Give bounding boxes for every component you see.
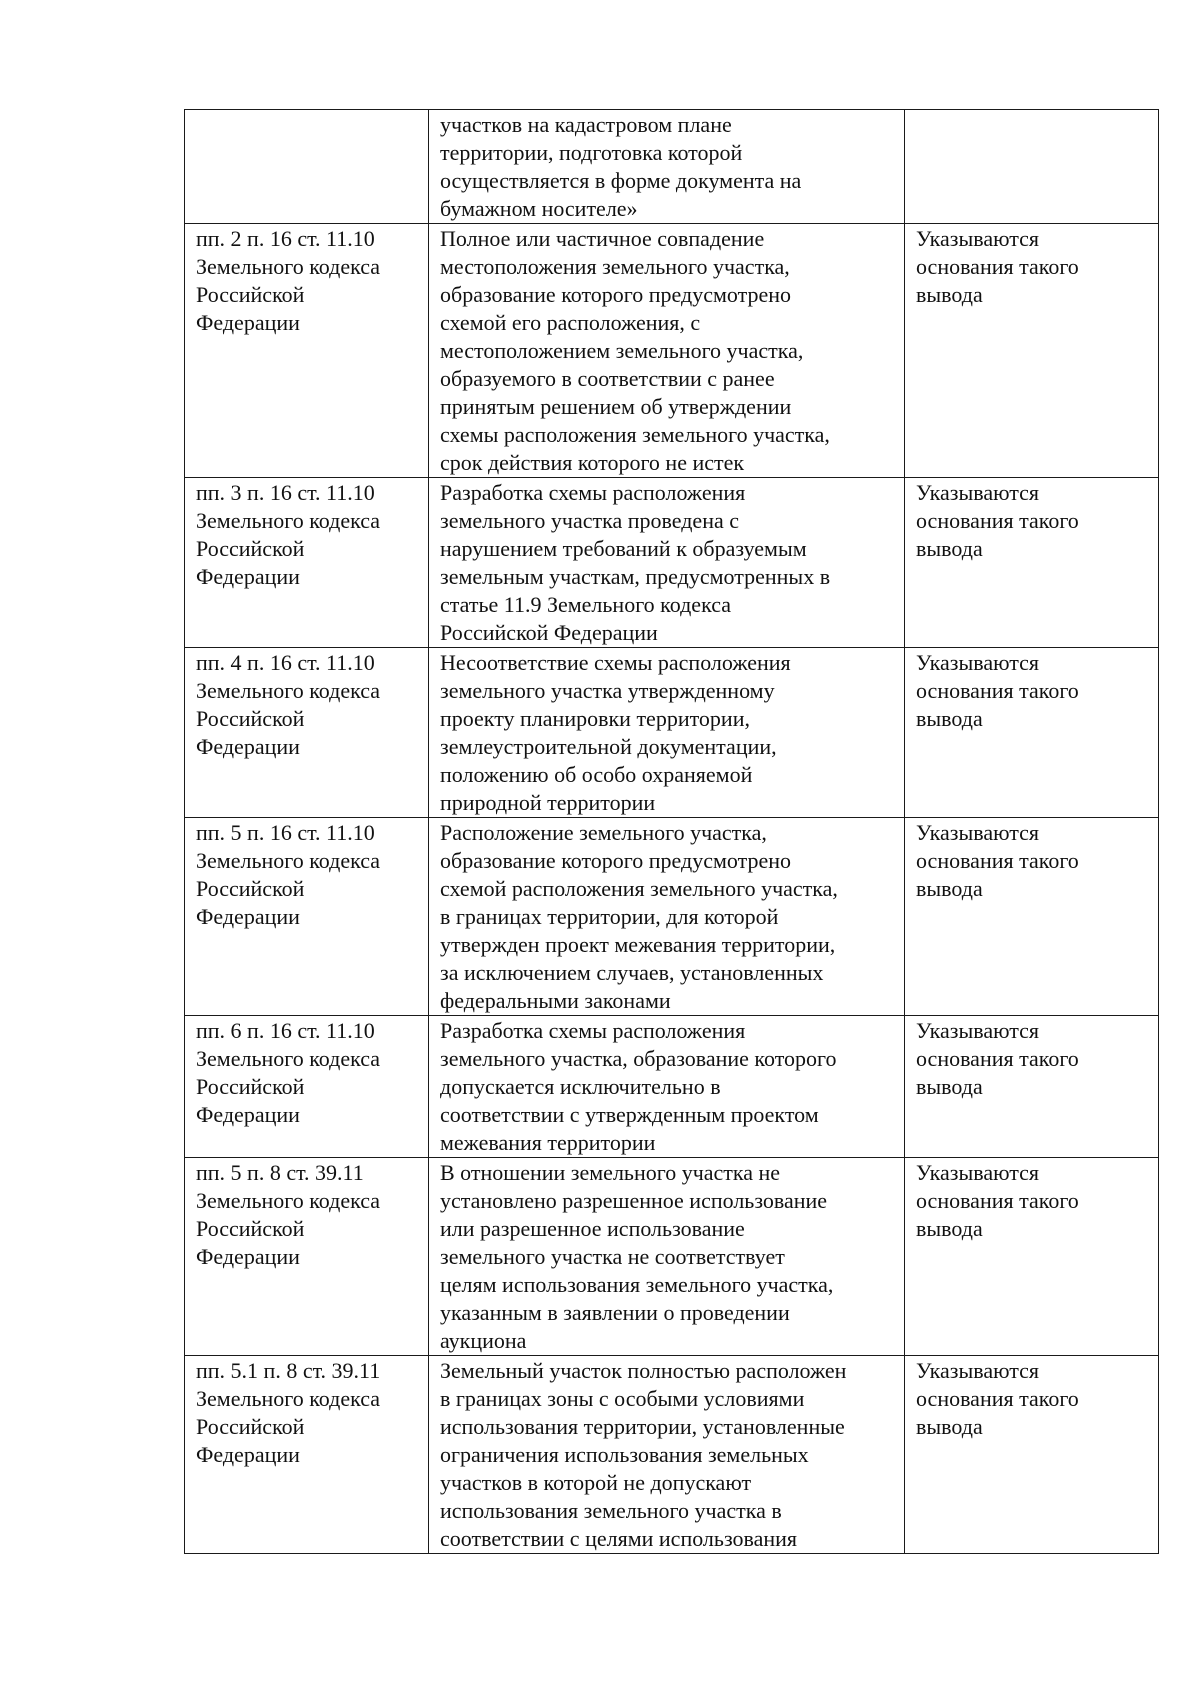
table-row bbox=[185, 1016, 1159, 1158]
legal-reference: пп. 5.1 п. 8 ст. 39.11 Земельного кодекса Российской Федерации bbox=[196, 1358, 381, 1467]
legal-reference: пп. 5 п. 16 ст. 11.10 Земельного кодекса Российской Федерации bbox=[196, 820, 381, 929]
ground-description: участков на кадастровом плане территории, подготовка которой осуществляется в форме документа на бумажном носителе» bbox=[440, 112, 802, 221]
ground-description-cell bbox=[429, 1158, 905, 1356]
table-row bbox=[185, 648, 1159, 818]
table-row bbox=[185, 478, 1159, 648]
legal-reference: пп. 6 п. 16 ст. 11.10 Земельного кодекса Российской Федерации bbox=[196, 1018, 381, 1127]
note-cell bbox=[905, 818, 1159, 1016]
table-row bbox=[185, 110, 1159, 224]
note-cell bbox=[905, 1158, 1159, 1356]
ground-description: Разработка схемы расположения земельного участка проведена с нарушением требований к образуемым земельным участкам, предусмотренных в статье 11.9 Земельного кодекса Российской Федерации bbox=[440, 480, 831, 645]
legal-reference: пп. 3 п. 16 ст. 11.10 Земельного кодекса Российской Федерации bbox=[196, 480, 381, 589]
ground-description: Полное или частичное совпадение местоположения земельного участка, образование которого предусмотрено схемой его расположения, с местоположением земельного участка, образуемого в соответствии с ранее принятым решением об утверждении схемы расположения земельного участка, срок действия которого не истек bbox=[440, 226, 830, 475]
table-row bbox=[185, 1356, 1159, 1554]
table-row bbox=[185, 1158, 1159, 1356]
note-text: Указываются основания такого вывода bbox=[916, 650, 1079, 731]
note-text: Указываются основания такого вывода bbox=[916, 480, 1079, 561]
legal-reference-cell bbox=[185, 110, 429, 224]
legal-reference: пп. 2 п. 16 ст. 11.10 Земельного кодекса Российской Федерации bbox=[196, 226, 381, 335]
note-text: Указываются основания такого вывода bbox=[916, 1358, 1079, 1439]
legal-reference: пп. 5 п. 8 ст. 39.11 Земельного кодекса Российской Федерации bbox=[196, 1160, 381, 1269]
legal-reference-cell bbox=[185, 648, 429, 818]
ground-description: Несоответствие схемы расположения земельного участка утвержденному проекту планировки территории, землеустроительной документации, положению об особо охраняемой природной территории bbox=[440, 650, 791, 815]
table-row bbox=[185, 818, 1159, 1016]
legal-reference-cell bbox=[185, 478, 429, 648]
legal-reference-cell bbox=[185, 1356, 429, 1554]
note-text: Указываются основания такого вывода bbox=[916, 1018, 1079, 1099]
ground-description-cell bbox=[429, 110, 905, 224]
ground-description-cell bbox=[429, 648, 905, 818]
legal-reference-cell bbox=[185, 1158, 429, 1356]
ground-description: Земельный участок полностью расположен в границах зоны с особыми условиями использования территории, установленные ограничения использования земельных участков в которой не допускают использования земельного участка в соответствии с целями использования bbox=[440, 1358, 847, 1551]
ground-description-cell bbox=[429, 478, 905, 648]
table-row bbox=[185, 224, 1159, 478]
ground-description: В отношении земельного участка не установлено разрешенное использование или разрешенное использование земельного участка не соответствует целям использования земельного участка, указанным в заявлении о проведении аукциона bbox=[440, 1160, 834, 1353]
note-text: Указываются основания такого вывода bbox=[916, 820, 1079, 901]
legal-reference-cell bbox=[185, 224, 429, 478]
ground-description-cell bbox=[429, 1016, 905, 1158]
ground-description-cell bbox=[429, 1356, 905, 1554]
note-cell bbox=[905, 478, 1159, 648]
note-text: Указываются основания такого вывода bbox=[916, 226, 1079, 307]
ground-description-cell bbox=[429, 818, 905, 1016]
note-cell bbox=[905, 1356, 1159, 1554]
legal-reference-cell bbox=[185, 1016, 429, 1158]
grounds-table bbox=[184, 109, 1159, 1554]
ground-description: Расположение земельного участка, образование которого предусмотрено схемой расположения земельного участка, в границах территории, для которой утвержден проект межевания территории, за исключением случаев, установленных федеральными законами bbox=[440, 820, 838, 1013]
ground-description-cell bbox=[429, 224, 905, 478]
legal-reference: пп. 4 п. 16 ст. 11.10 Земельного кодекса Российской Федерации bbox=[196, 650, 381, 759]
note-cell bbox=[905, 224, 1159, 478]
legal-reference-cell bbox=[185, 818, 429, 1016]
ground-description: Разработка схемы расположения земельного участка, образование которого допускается исключительно в соответствии с утвержденным проектом межевания территории bbox=[440, 1018, 837, 1155]
note-text: Указываются основания такого вывода bbox=[916, 1160, 1079, 1241]
note-cell bbox=[905, 1016, 1159, 1158]
note-cell bbox=[905, 110, 1159, 224]
note-cell bbox=[905, 648, 1159, 818]
